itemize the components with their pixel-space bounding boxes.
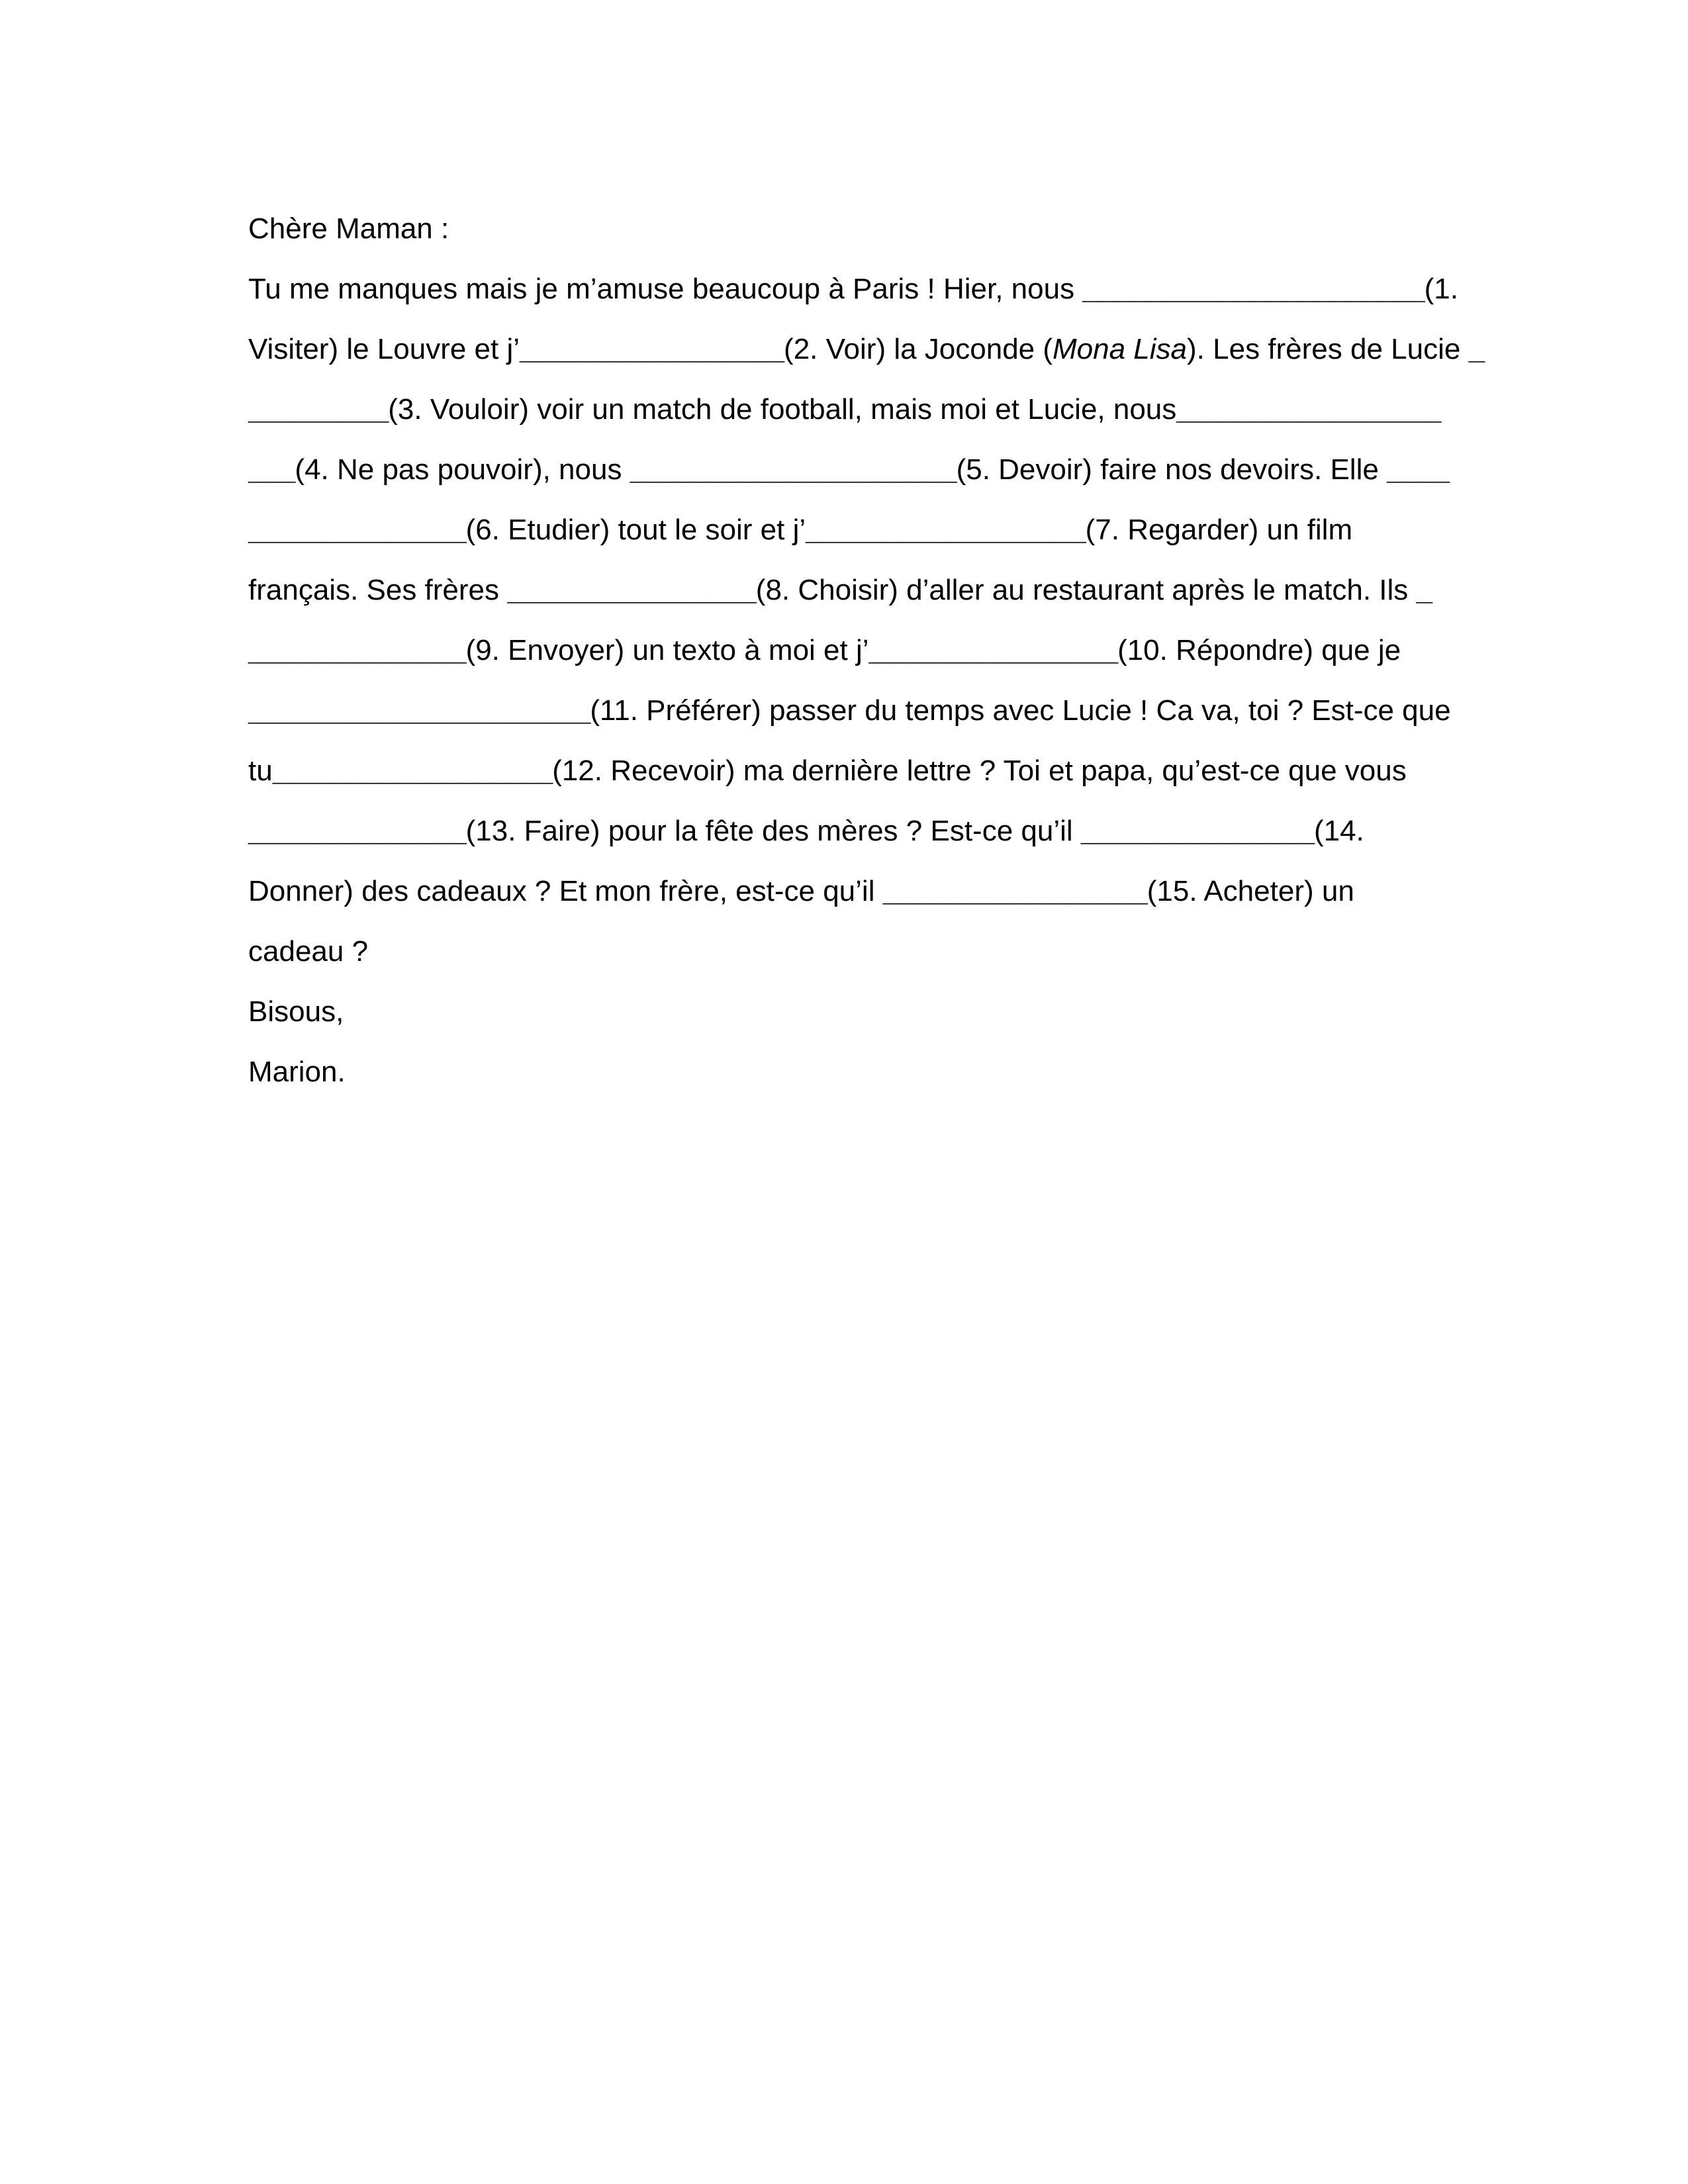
text-run: (10. Répondre) que je: [1117, 634, 1401, 666]
closing-line: [248, 981, 1499, 1042]
text-run: (4. Ne pas pouvoir), nous: [295, 453, 630, 486]
text-run: Donner) des cadeaux ? Et mon frère, est-ce qu’il: [248, 875, 883, 907]
blank-13[interactable]: ______________: [248, 815, 466, 847]
body-line-8: [248, 680, 1499, 741]
letter-body: [248, 199, 1499, 1102]
signature-line: [248, 1042, 1499, 1102]
blank-10[interactable]: ________________: [868, 634, 1118, 666]
text-run: (7. Regarder) un film: [1085, 514, 1353, 546]
blank-4-cont[interactable]: ___: [248, 453, 295, 486]
blank-2[interactable]: _________________: [520, 333, 784, 365]
blank-8[interactable]: ________________: [507, 574, 756, 606]
italic-mona-lisa: Mona Lisa: [1053, 333, 1188, 365]
blank-3-start[interactable]: _: [1468, 333, 1485, 365]
text-run: Bisous,: [248, 995, 344, 1028]
body-line-12: [248, 921, 1499, 981]
salutation-line: [248, 199, 1499, 259]
blank-9-start[interactable]: _: [1416, 574, 1432, 606]
blank-12[interactable]: __________________: [272, 754, 553, 787]
text-run: tu: [248, 754, 273, 787]
text-run: (12. Recevoir) ma dernière lettre ? Toi et papa, qu’est-ce que vous: [552, 754, 1407, 787]
text-run: (1.: [1424, 273, 1459, 305]
body-line-2: [248, 319, 1499, 379]
text-run: (13. Faire) pour la fête des mères ? Est-ce qu’il: [465, 815, 1081, 847]
body-line-11: [248, 861, 1499, 921]
blank-11[interactable]: ______________________: [248, 694, 590, 727]
text-run: (15. Acheter) un: [1147, 875, 1354, 907]
text-run: (3. Vouloir) voir un match de football, mais moi et Lucie, nous: [388, 393, 1177, 426]
text-run: (8. Choisir) d’aller au restaurant après le match. Ils: [755, 574, 1417, 606]
body-line-10: [248, 801, 1499, 861]
blank-9[interactable]: ______________: [248, 634, 466, 666]
body-line-3: [248, 379, 1499, 439]
text-run: (11. Préférer) passer du temps avec Lucie ! Ca va, toi ? Est-ce que: [590, 694, 1451, 727]
blank-4[interactable]: _________________: [1176, 393, 1441, 426]
text-run: cadeau ?: [248, 935, 369, 968]
body-line-7: [248, 620, 1499, 680]
text-run: (5. Devoir) faire nos devoirs. Elle: [956, 453, 1387, 486]
blank-6-start[interactable]: ____: [1387, 453, 1449, 486]
text-run: français. Ses frères: [248, 574, 508, 606]
blank-7[interactable]: __________________: [806, 514, 1086, 546]
body-line-5: [248, 500, 1499, 560]
blank-15[interactable]: _________________: [882, 875, 1147, 907]
blank-14[interactable]: _______________: [1080, 815, 1314, 847]
text-run: Tu me manques mais je m’amuse beaucoup à Paris ! Hier, nous: [248, 273, 1083, 305]
blank-3[interactable]: _________: [248, 393, 389, 426]
body-line-9: [248, 741, 1499, 801]
body-line-4: [248, 439, 1499, 500]
text-run: (6. Etudier) tout le soir et j’: [465, 514, 806, 546]
text-run: (2. Voir) la Joconde (: [784, 333, 1053, 365]
text-run: ). Les frères de Lucie: [1187, 333, 1469, 365]
blank-6[interactable]: ______________: [248, 514, 466, 546]
text-run: Chère Maman :: [248, 212, 449, 245]
body-line-1: [248, 259, 1499, 319]
text-run: (14.: [1313, 815, 1364, 847]
text-run: Marion.: [248, 1056, 346, 1088]
blank-5[interactable]: _____________________: [630, 453, 957, 486]
text-run: Visiter) le Louvre et j’: [248, 333, 520, 365]
blank-1[interactable]: ______________________: [1082, 273, 1425, 305]
text-run: (9. Envoyer) un texto à moi et j’: [465, 634, 869, 666]
body-line-6: [248, 560, 1499, 620]
